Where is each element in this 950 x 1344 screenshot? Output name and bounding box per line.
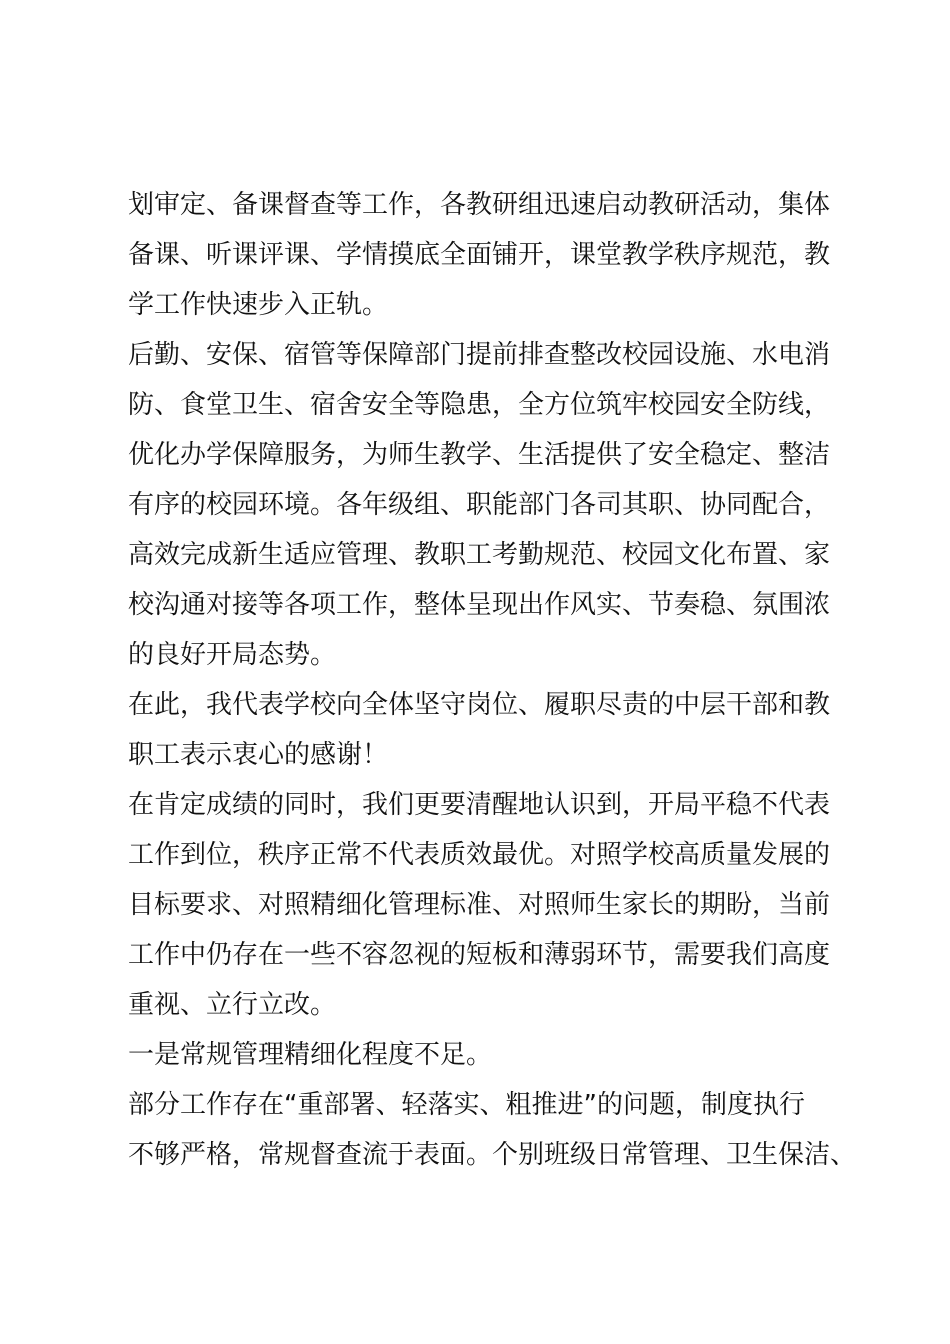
text-line: 在肯定成绩的同时，我们更要清醒地认识到，开局平稳不代表 xyxy=(128,790,831,820)
text-line: 重视、立行立改。 xyxy=(128,990,337,1020)
text-line: 职工表示衷心的感谢！ xyxy=(128,740,389,770)
text-line: 学工作快速步入正轨。 xyxy=(128,290,389,320)
text-line: 校沟通对接等各项工作，整体呈现出作风实、节奏稳、氛围浓 xyxy=(128,590,831,620)
text-line: 不够严格，常规督查流于表面。个别班级日常管理、卫生保洁、 xyxy=(128,1140,857,1170)
text-line: 的良好开局态势。 xyxy=(128,640,337,670)
text-line: 划审定、备课督查等工作，各教研组迅速启动教研活动，集体 xyxy=(128,190,831,220)
text-line: 优化办学保障服务，为师生教学、生活提供了安全稳定、整洁 xyxy=(128,440,831,470)
text-line: 高效完成新生适应管理、教职工考勤规范、校园文化布置、家 xyxy=(128,540,831,570)
body-text xyxy=(128,180,857,1180)
text-line: 目标要求、对照精细化管理标准、对照师生家长的期盼，当前 xyxy=(128,890,831,920)
text-line: 防、食堂卫生、宿舍安全等隐患，全方位筑牢校园安全防线， xyxy=(128,390,831,420)
text-line: 后勤、安保、宿管等保障部门提前排查整改校园设施、水电消 xyxy=(128,340,831,370)
text-line: 部分工作存在“重部署、轻落实、粗推进”的问题，制度执行 xyxy=(128,1090,805,1120)
text-line: 一是常规管理精细化程度不足。 xyxy=(128,1040,493,1070)
text-line: 工作中仍存在一些不容忽视的短板和薄弱环节，需要我们高度 xyxy=(128,940,831,970)
text-line: 在此，我代表学校向全体坚守岗位、履职尽责的中层干部和教 xyxy=(128,690,831,720)
text-line: 有序的校园环境。各年级组、职能部门各司其职、协同配合， xyxy=(128,490,831,520)
text-line: 工作到位，秩序正常不代表质效最优。对照学校高质量发展的 xyxy=(128,840,831,870)
text-line: 备课、听课评课、学情摸底全面铺开，课堂教学秩序规范，教 xyxy=(128,240,831,270)
